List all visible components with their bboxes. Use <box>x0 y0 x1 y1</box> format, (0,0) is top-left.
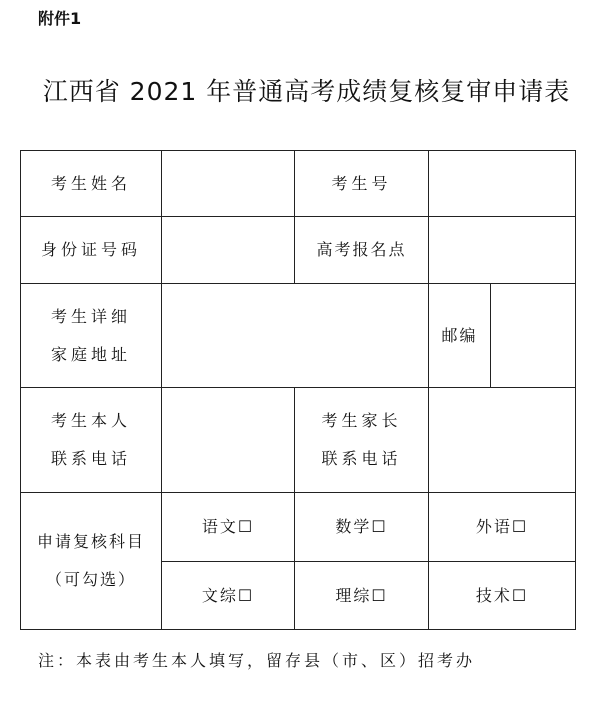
footnote: 注：本表由考生本人填写，留存县（市、区）招考办 <box>38 651 476 670</box>
student-phone-label: 考生本人 联系电话 <box>20 387 162 493</box>
subject-math-checkbox[interactable]: 数学☐ <box>294 492 429 562</box>
id-number-field[interactable] <box>161 216 295 284</box>
registration-site-label: 高考报名点 <box>294 216 429 284</box>
student-name-label: 考生姓名 <box>20 150 162 217</box>
form-title: 江西省 2021 年普通高考成绩复核复审申请表 <box>42 77 571 106</box>
subject-liberal-arts-checkbox[interactable]: 文综☐ <box>161 561 295 630</box>
subject-science-checkbox[interactable]: 理综☐ <box>294 561 429 630</box>
subject-chinese-checkbox[interactable]: 语文☐ <box>161 492 295 562</box>
postcode-label: 邮编 <box>428 283 491 388</box>
postcode-field[interactable] <box>490 283 576 388</box>
student-phone-field[interactable] <box>161 387 295 493</box>
application-form-table <box>20 150 576 630</box>
address-field[interactable] <box>161 283 429 388</box>
subject-foreign-language-checkbox[interactable]: 外语☐ <box>428 492 576 562</box>
subject-technology-checkbox[interactable]: 技术☐ <box>428 561 576 630</box>
subjects-label: 申请复核科目 （可勾选） <box>20 492 162 630</box>
parent-phone-label: 考生家长 联系电话 <box>294 387 429 493</box>
student-id-field[interactable] <box>428 150 576 217</box>
parent-phone-field[interactable] <box>428 387 576 493</box>
registration-site-field[interactable] <box>428 216 576 284</box>
id-number-label: 身份证号码 <box>20 216 162 284</box>
address-label: 考生详细 家庭地址 <box>20 283 162 388</box>
student-id-label: 考生号 <box>294 150 429 217</box>
attachment-label: 附件1 <box>38 9 82 28</box>
student-name-field[interactable] <box>161 150 295 217</box>
